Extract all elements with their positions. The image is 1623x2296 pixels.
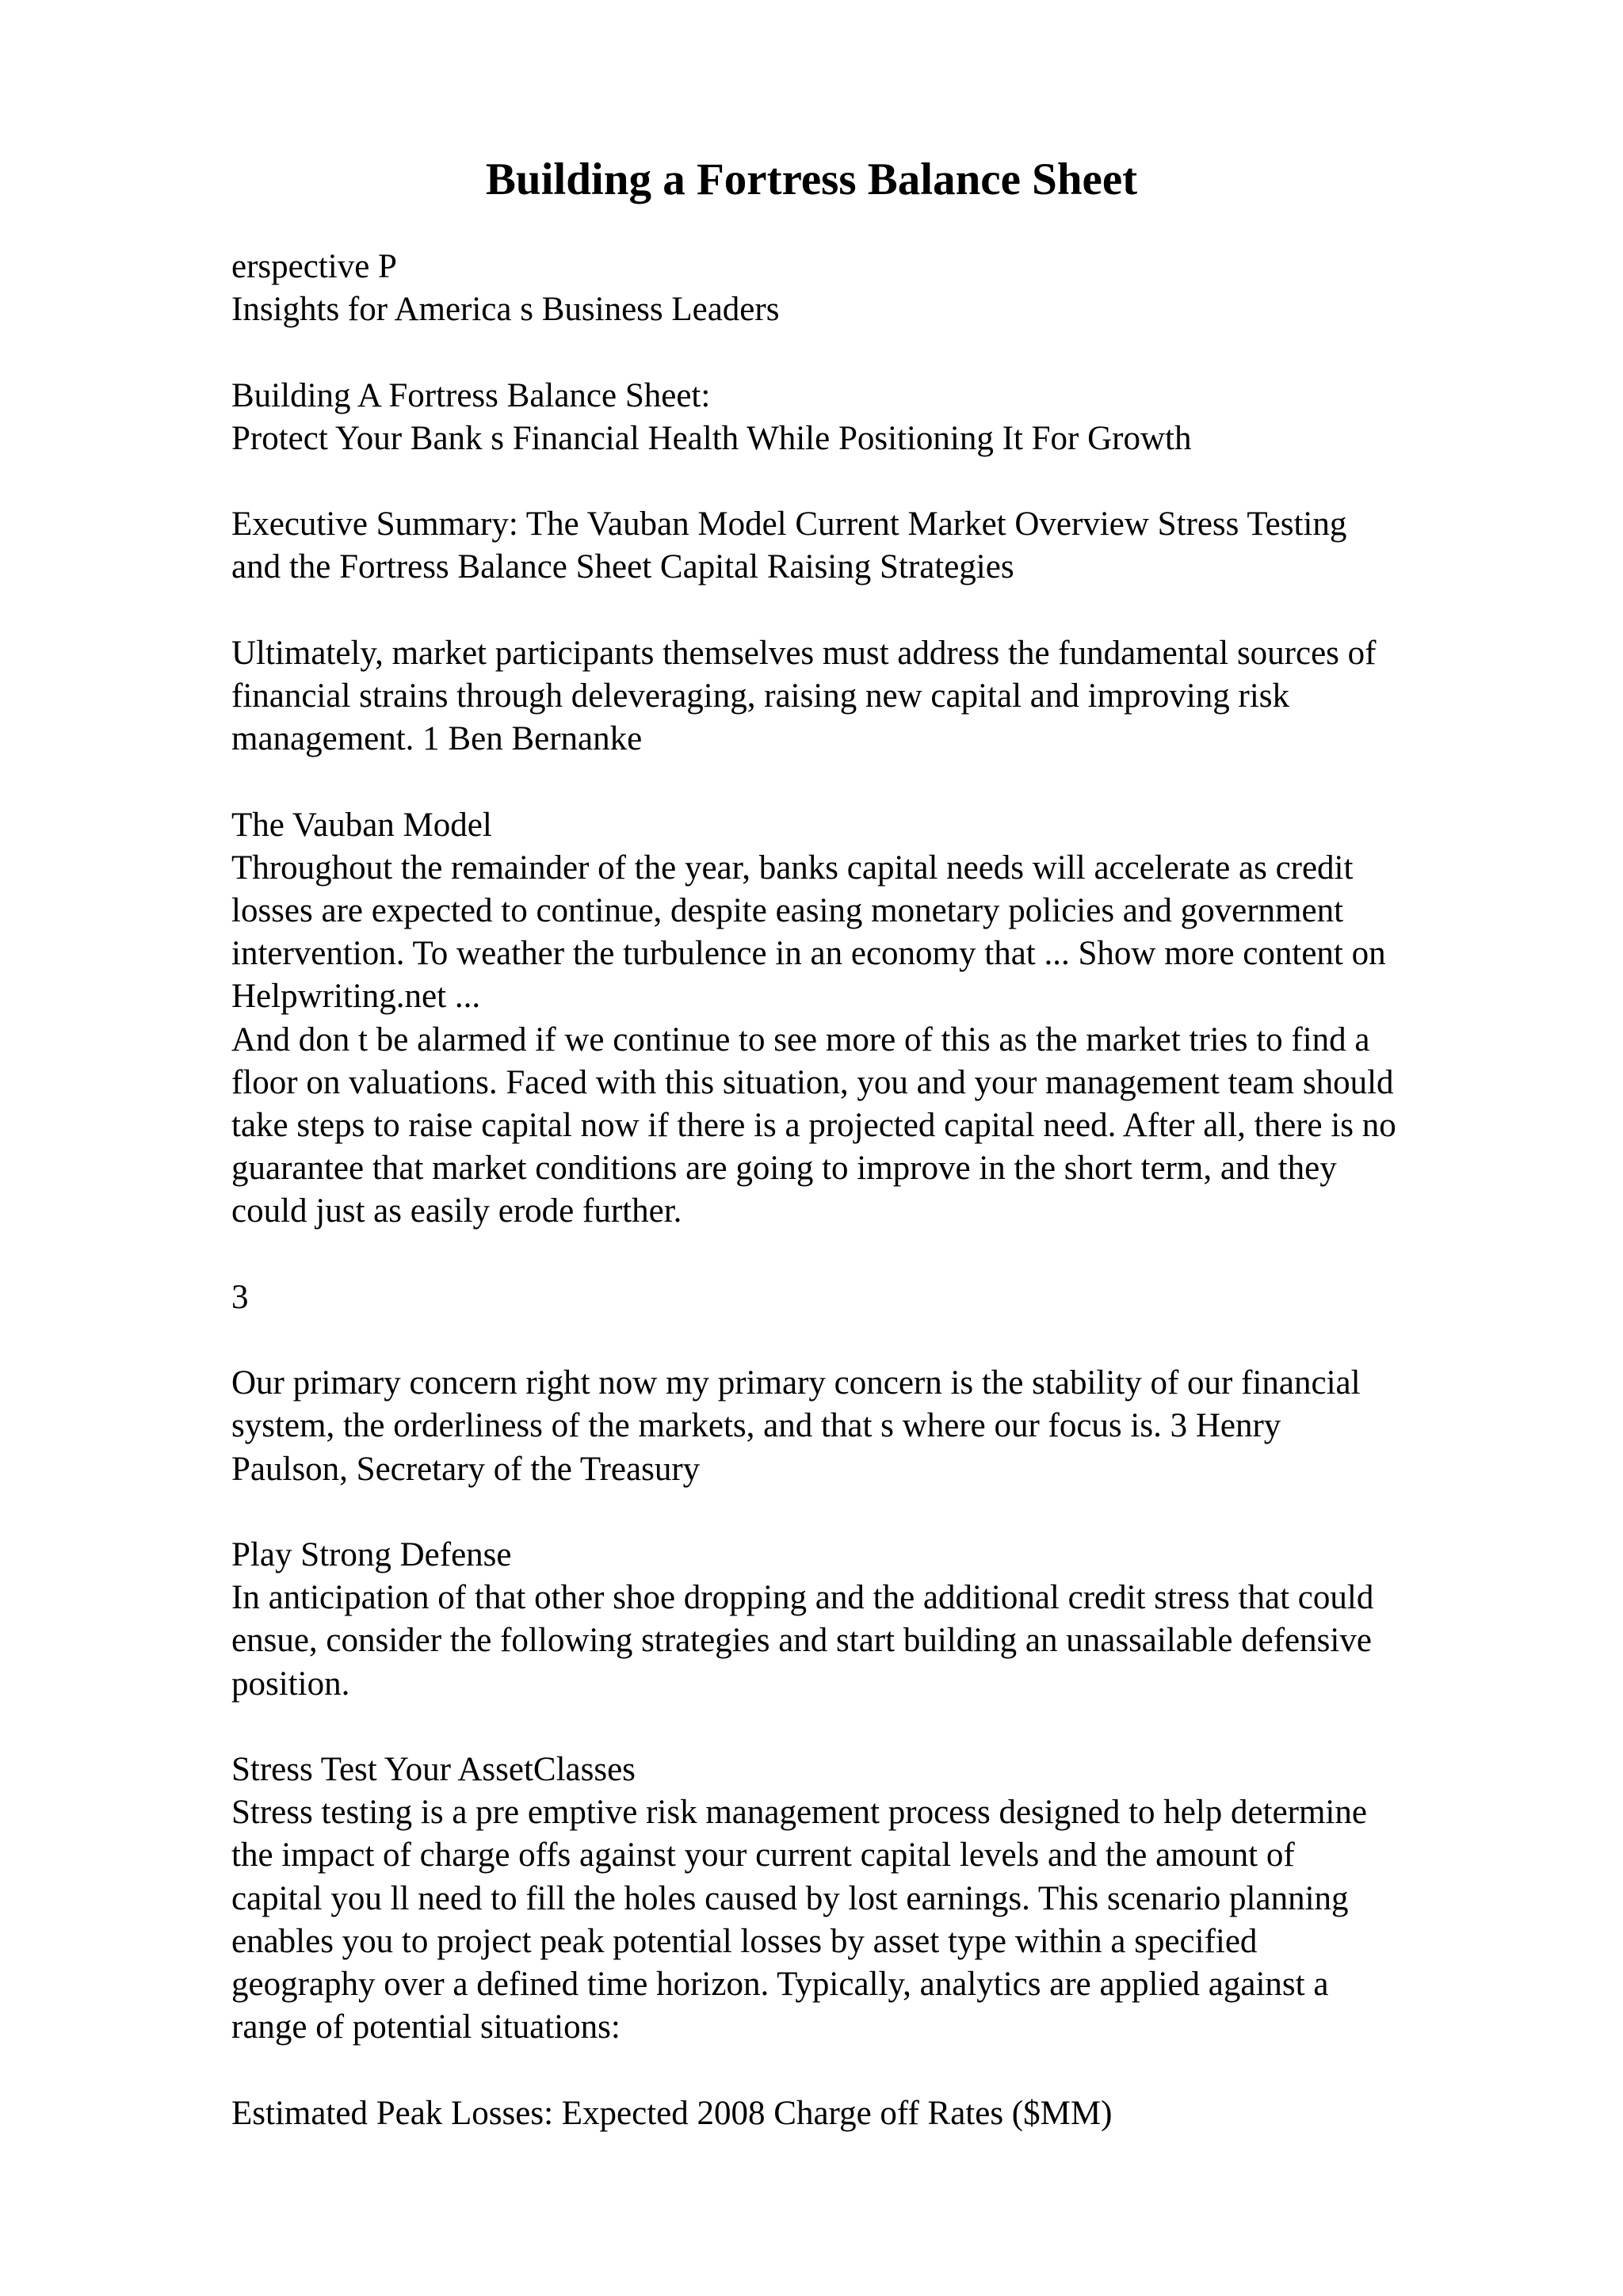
paragraph-subtitle: Building A Fortress Balance Sheet: Protect Your Bank s Financial Health While Positioning It For Growth (231, 376, 1192, 457)
paragraph-raise-capital: And don t be alarmed if we continue to see more of this as the market tries to find a floor on valuations. Faced with this situation, you and your management team should take steps to raise capital now if there is a projected capital need. After all, there is no guarantee that market conditions are going to improve in the short term, and they could just as easily erode further. (231, 1020, 1396, 1230)
page-number: 3 (231, 1278, 249, 1316)
paragraph-paulson-quote: Our primary concern right now my primary concern is the stability of our financial system, the orderliness of the markets, and that s where our focus is. 3 Henry Paulson, Secretary of the Treasury (231, 1364, 1361, 1488)
document-title: Building a Fortress Balance Sheet (485, 154, 1138, 204)
paragraph-bernanke-quote: Ultimately, market participants themselves must address the fundamental sources of financial strains through deleveraging, raising new capital and improving risk management. 1 Ben Bernanke (231, 634, 1377, 758)
paragraph-masthead: erspective P Insights for America s Business Leaders (231, 248, 780, 329)
paragraph-stress-test: Stress Test Your AssetClasses Stress testing is a pre emptive risk management process designed to help determine the impact of charge offs against your current capital levels and the amount of capital you ll need to fill the holes caused by lost earnings. This scenario planning enables you to project peak potential losses by asset type within a specified geography over a defined time horizon. Typically, analytics are applied against a range of potential situations: (231, 1750, 1367, 2046)
paragraph-vauban-model: The Vauban Model Throughout the remainder of the year, banks capital needs will accelerate as credit losses are expected to continue, despite easing monetary policies and government intervention. To weather the turbulence in an economy that ... Show more content on Helpwriting.net ... (231, 806, 1386, 1016)
paragraph-peak-losses: Estimated Peak Losses: Expected 2008 Charge off Rates ($MM) (231, 2094, 1113, 2132)
paragraph-executive-summary: Executive Summary: The Vauban Model Current Market Overview Stress Testing and the Fortress Balance Sheet Capital Raising Strategies (231, 505, 1347, 586)
document-body (231, 246, 1594, 2178)
paragraph-play-strong-defense: Play Strong Defense In anticipation of that other shoe dropping and the additional credit stress that could ensue, consider the following strategies and start building an unassailable defensive position. (231, 1535, 1374, 1703)
